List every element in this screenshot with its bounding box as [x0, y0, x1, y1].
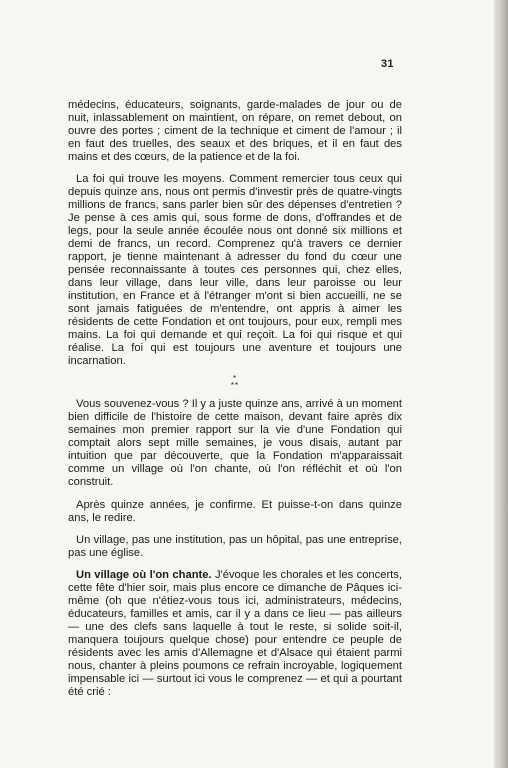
paragraph-6-lead: Un village où l'on chante.: [76, 569, 212, 581]
paragraph-6-text: J'évoque les chorales et les concerts, cette fête d'hier soir, mais plus encore ce dimanche de Pâques ici-même (oh que n'étiez-vous tous ici, administrateurs, médecins, éducateurs, familles et amis, car il y a dans ce lieu — pas ailleurs — une des clefs sans laquelle à tout le reste, si solide soit-il, manquera toujours quelque chose) pour entendre ce peuple de résidents avec les amis d'Allemagne et d'Alsace qui étaient parmi nous, chanter à pleins poumons ce refrain incroyable, logiquement impensable ici — surtout ici vous le comprenez — et qui a pourtant été crié :: [68, 569, 402, 698]
paragraph-6: [68, 569, 402, 699]
paragraph-2: La foi qui trouve les moyens. Comment remercier tous ceux qui depuis quinze ans, nous ont permis d'investir près de quatre-vingts millions de francs, sans parler bien sûr des dépenses d'entretien ? Je pense à ces amis qui, sous forme de dons, d'offrandes et de legs, pour la seule année écoulée nous ont donné six millions et demi de francs, un record. Comprenez qu'à travers ce dernier rapport, je tienne maintenant à adresser du fond du cœur une pensée reconnaissante à toutes ces personnes qui, chez elles, dans leur village, dans leur ville, dans leur paroisse ou leur institution, en France et à l'étranger m'ont si bien accueilli, ne se sont jamais fatiguées de m'entendre, ont appris à aimer les résidents de cette Fondation et ont toujours, pour eux, rempli mes mains. La foi qui demande et qui reçoit. La foi qui risque et qui réalise. La foi qui est toujours une aventure et toujours une incarnation.: [68, 173, 402, 367]
paragraph-1: médecins, éducateurs, soignants, garde-malades de jour ou de nuit, inlassablement on maintient, on répare, on remet debout, on ouvre des portes ; ciment de la technique et ciment de l'amour ; il en faut des truelles, des seaux et des briques, et il en faut des mains et des cœurs, de la patience et de la foi.: [68, 99, 402, 163]
paragraph-4: Après quinze années, je confirme. Et puisse-t-on dans quinze ans, le redire.: [68, 499, 402, 524]
paragraph-5: Un village, pas une institution, pas un hôpital, pas une entreprise, pas une église.: [68, 534, 402, 559]
section-separator-asterism: * **: [230, 374, 240, 390]
book-spine-shadow: [494, 0, 508, 768]
page-number: 31: [381, 58, 394, 70]
body-text: [68, 99, 402, 699]
paragraph-3: Vous souvenez-vous ? Il y a juste quinze ans, arrivé à un moment bien difficile de l'histoire de cette maison, devant faire après dix semaines mon premier rapport sur la vie d'une Fondation qui comptait alors sept mille semaines, je vous disais, autant par intuition que par découverte, que la Fondation m'apparaissait comme un village où l'on chante, où l'on réfléchit et où l'on construit.: [68, 398, 402, 488]
